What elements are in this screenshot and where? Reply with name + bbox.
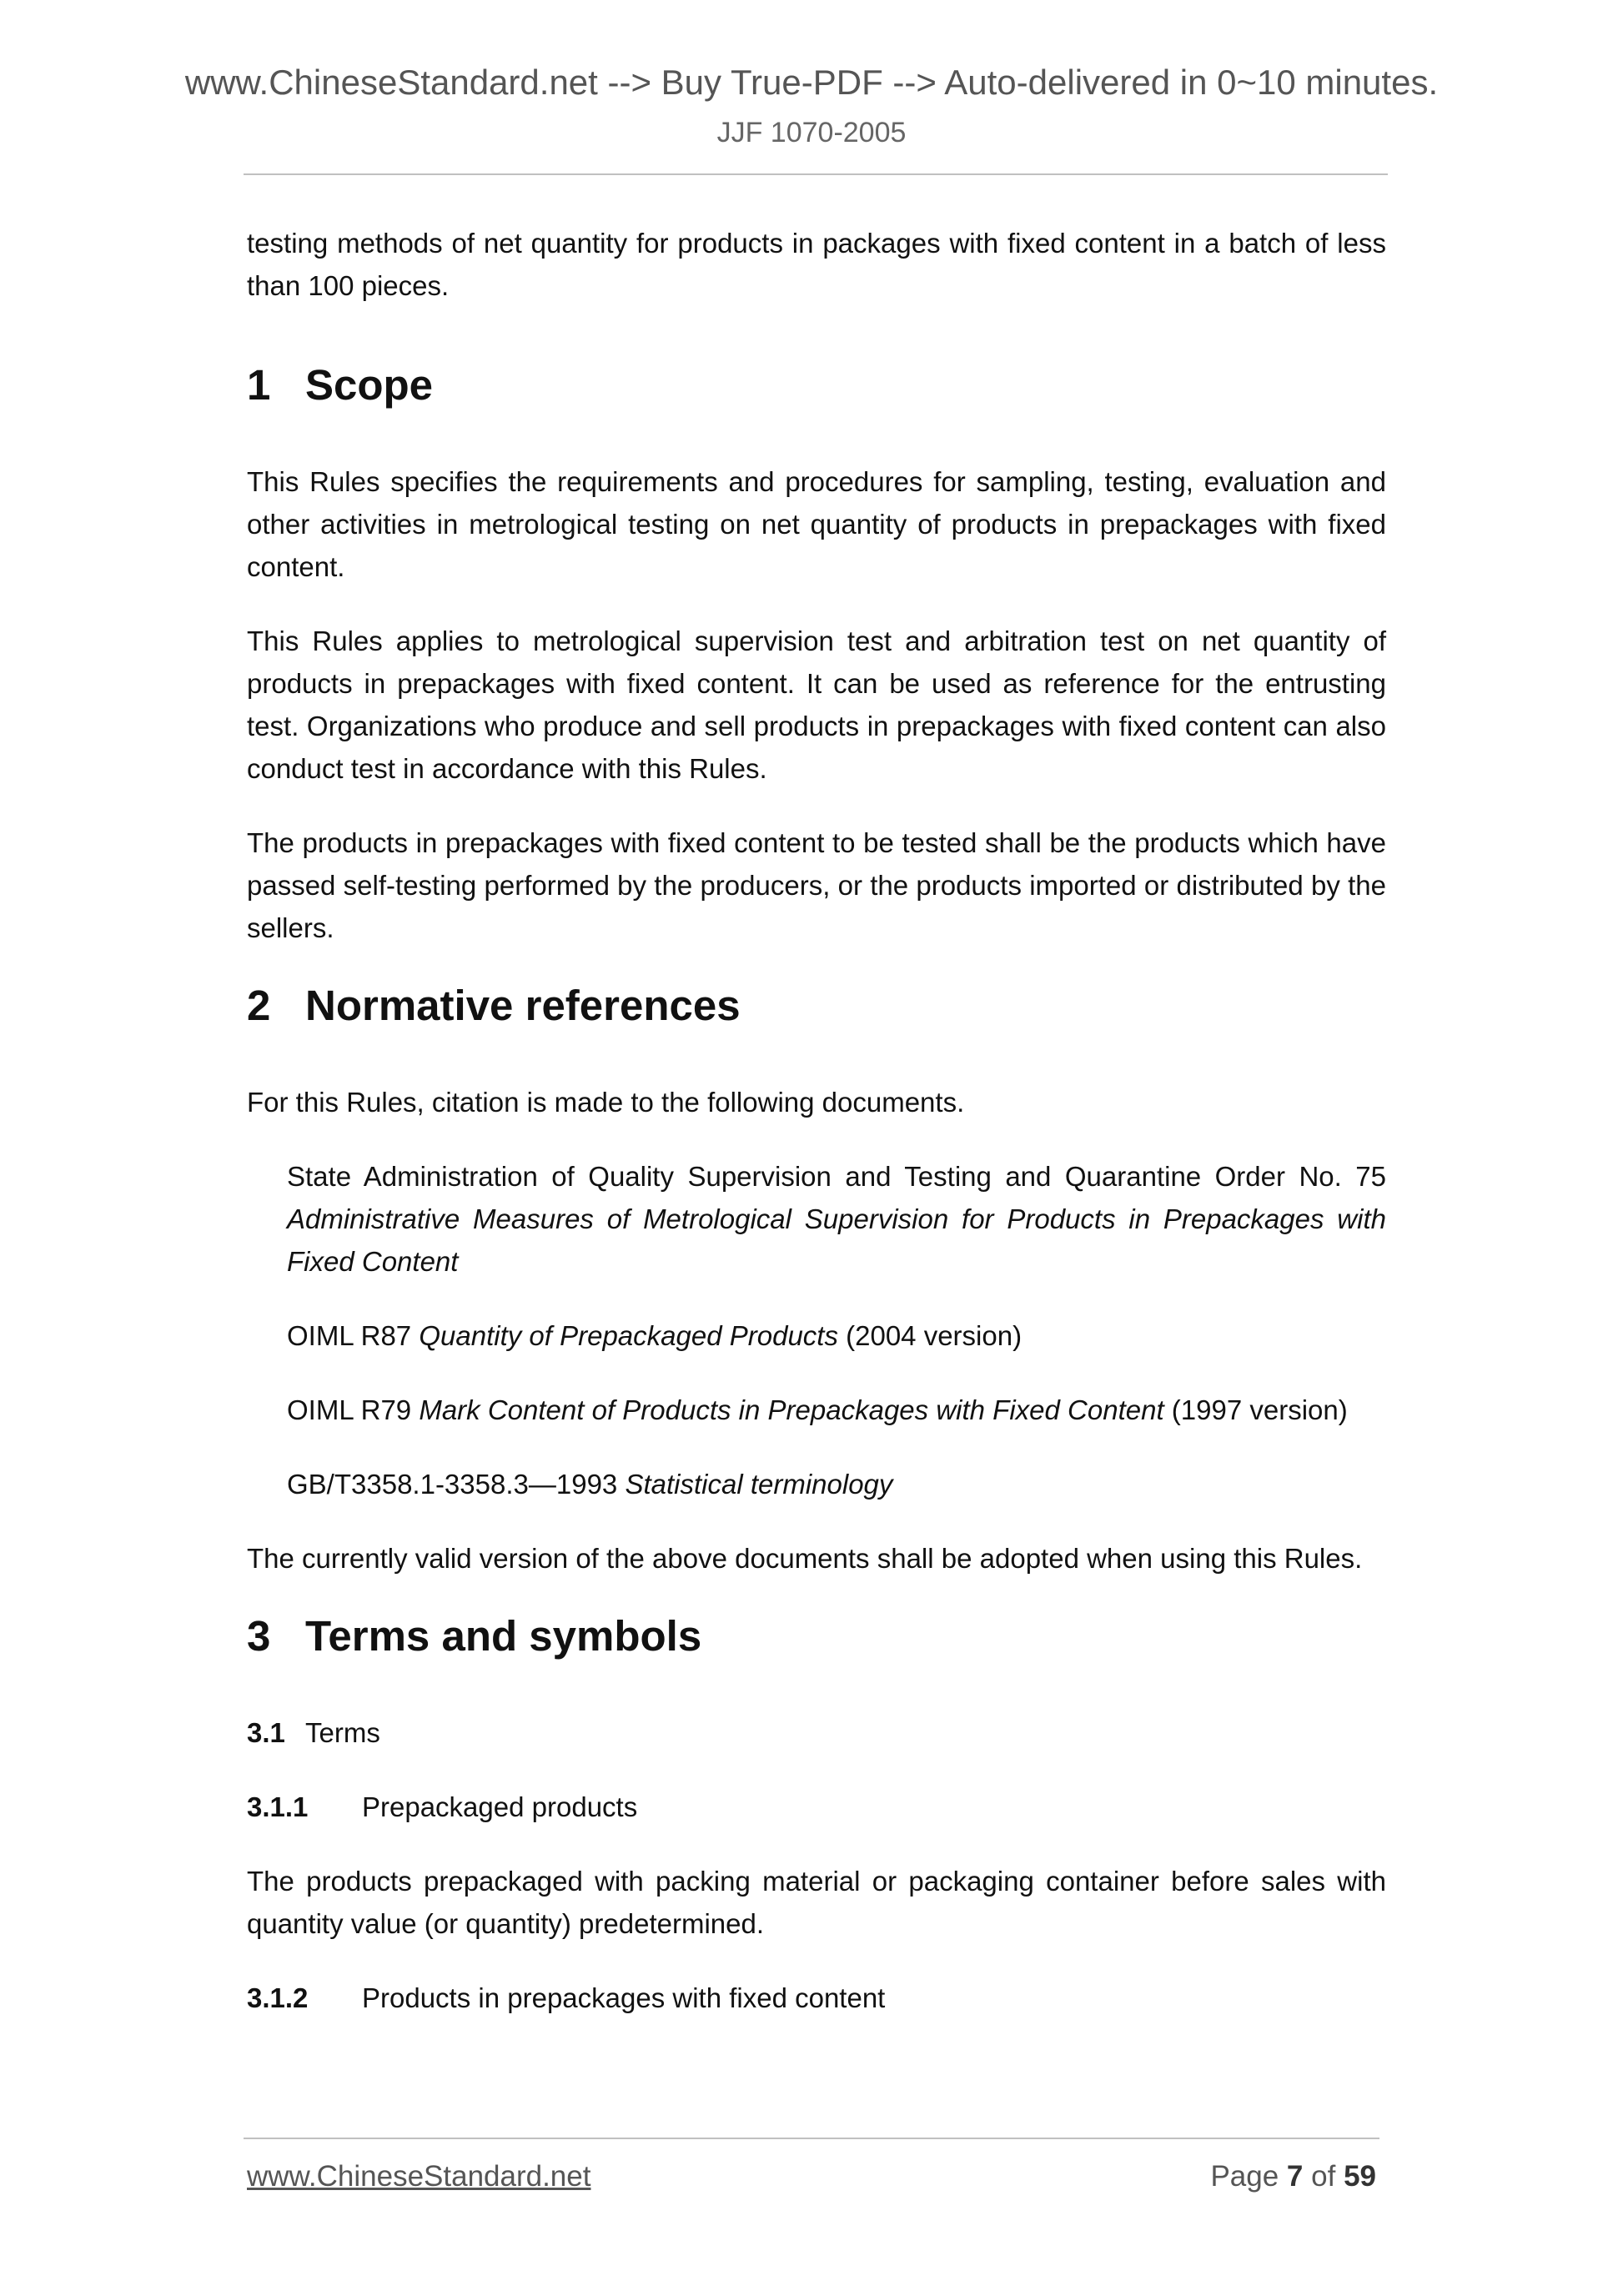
section-number: 3 [247,1612,271,1660]
header-divider [244,173,1388,175]
subsection-3-1-2 [247,1977,1386,2019]
section-1-heading [247,360,1386,410]
section-number: 2 [247,982,271,1029]
footer-site-link[interactable]: www.ChineseStandard.net [247,2160,591,2193]
subsection-number: 3.1.2 [247,1982,309,2013]
scope-paragraph: This Rules applies to metrological supervision test and arbitration test on net quantity of products in prepackages with fixed content. It can be used as reference for the entrusting test. Organizations who produce and sell products in prepackages with fixed content can also conduct test in accordance with this Rules. [247,625,1386,784]
footer-divider [244,2138,1379,2139]
definition-paragraph: The products prepackaged with packing material or packaging container before sales with quantity value (or quantity) predetermined. [247,1866,1386,1939]
subsection-title: Prepackaged products [362,1791,638,1822]
total-pages: 59 [1344,2160,1376,2193]
reference-item: OIML R79 Mark Content of Products in Prepackages with Fixed Content (1997 version) [287,1394,1348,1425]
subsection-title: Products in prepackages with fixed content [362,1982,886,2013]
reference-title: Statistical terminology [625,1469,893,1500]
subsection-3-1-1 [247,1786,1386,1828]
reference-item: GB/T3358.1-3358.3—1993 Statistical terminology [287,1469,893,1500]
section-title: Terms and symbols [305,1612,702,1660]
document-id: JJF 1070-2005 [716,117,907,148]
section-title: Normative references [305,982,741,1029]
reference-title: Mark Content of Products in Prepackages with Fixed Content [419,1394,1164,1425]
section-2-heading [247,981,1386,1031]
reference-title: Quantity of Prepackaged Products [419,1320,838,1351]
reference-item: State Administration of Quality Supervision and Testing and Quarantine Order No. 75 Administrative Measures of Metrological Supervision for Products in Prepackages with Fixed Content [287,1161,1386,1277]
page-counter: Page 7 of 59 [1210,2160,1376,2193]
section-number: 1 [247,361,271,409]
references-closing: The currently valid version of the above documents shall be adopted when using this Rules. [247,1543,1363,1574]
scope-paragraph: This Rules specifies the requirements and procedures for sampling, testing, evaluation and other activities in metrological testing on net quantity of products in prepackages with fixed content. [247,466,1386,582]
subsection-title: Terms [305,1717,380,1748]
reference-title: Administrative Measures of Metrological Supervision for Products in Prepackages with Fixed Content [287,1203,1386,1277]
subsection-number: 3.1 [247,1717,285,1748]
section-title: Scope [305,361,434,409]
page-body [247,222,1386,2051]
references-lead: For this Rules, citation is made to the following documents. [247,1087,965,1118]
section-3-heading [247,1611,1386,1661]
intro-paragraph: testing methods of net quantity for products in packages with fixed content in a batch of less than 100 pieces. [247,228,1386,301]
scope-paragraph: The products in prepackages with fixed content to be tested shall be the products which have passed self-testing performed by the producers, or the products imported or distributed by the sellers. [247,827,1386,943]
site-banner: www.ChineseStandard.net --> Buy True-PDF --> Auto-delivered in 0~10 minutes. [184,63,1439,102]
current-page: 7 [1286,2160,1304,2193]
subsection-number: 3.1.1 [247,1791,309,1822]
reference-item: OIML R87 Quantity of Prepackaged Products (2004 version) [287,1320,1023,1351]
subsection-3-1 [247,1711,1386,1754]
